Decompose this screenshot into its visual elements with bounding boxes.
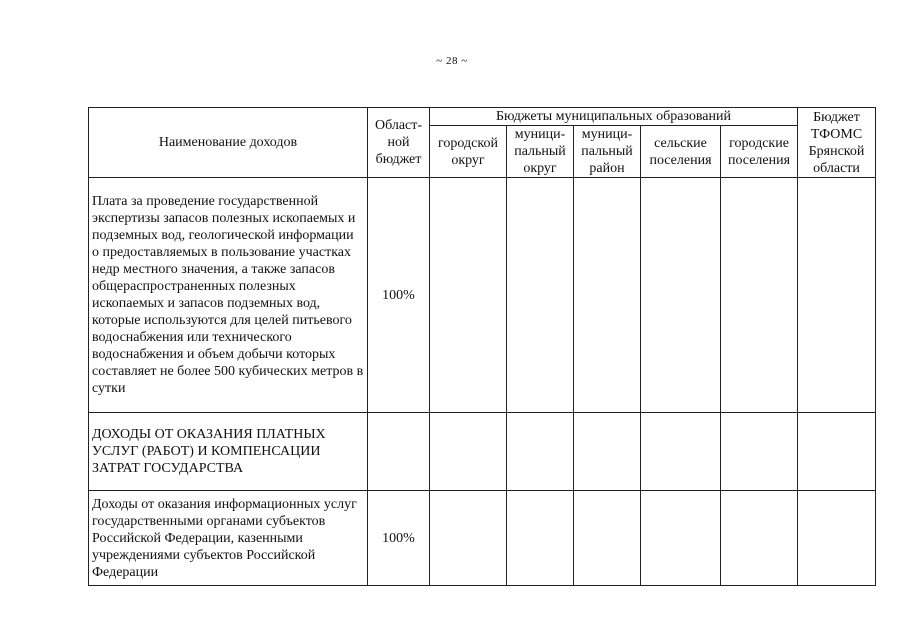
empty-cell bbox=[574, 413, 641, 491]
empty-cell bbox=[507, 413, 574, 491]
header-municipal-budgets: Бюджеты муниципальных образований bbox=[430, 108, 798, 126]
regional-share-cell bbox=[368, 413, 430, 491]
empty-cell bbox=[430, 413, 507, 491]
revenue-distribution-table bbox=[88, 107, 876, 586]
header-tfoms-budget: Бюджет ТФОМС Брянской области bbox=[798, 108, 876, 178]
empty-cell bbox=[507, 491, 574, 586]
regional-share-cell: 100% bbox=[368, 178, 430, 413]
table-row-section bbox=[89, 413, 876, 491]
section-heading-cell: ДОХОДЫ ОТ ОКАЗАНИЯ ПЛАТНЫХ УСЛУГ (РАБОТ) И КОМПЕНСАЦИИ ЗАТРАТ ГОСУДАРСТВА bbox=[89, 413, 368, 491]
page-number: ~ 28 ~ bbox=[436, 55, 468, 67]
income-name-cell: Плата за проведение государственной экспертизы запасов полезных ископаемых и подземных вод, геологической информации о предоставляемых в пользование участках недр местного значения, а также запасов общераспространенных полезных ископаемых и запасов подземных вод, которые используются для целей питьевого водоснабжения или технического водоснабжения и объем добычи которых составляет не более 500 кубических метров в сутки bbox=[89, 178, 368, 413]
empty-cell bbox=[430, 178, 507, 413]
empty-cell bbox=[430, 491, 507, 586]
empty-cell bbox=[574, 491, 641, 586]
header-row-top bbox=[89, 108, 876, 126]
empty-cell bbox=[798, 413, 876, 491]
table-row bbox=[89, 178, 876, 413]
empty-cell bbox=[721, 491, 798, 586]
empty-cell bbox=[798, 178, 876, 413]
empty-cell bbox=[721, 178, 798, 413]
header-income-name: Наименование доходов bbox=[89, 108, 368, 178]
empty-cell bbox=[641, 491, 721, 586]
empty-cell bbox=[641, 178, 721, 413]
header-regional-budget: Област-ной бюджет bbox=[368, 108, 430, 178]
header-municipal-rayon: муници-пальный район bbox=[574, 126, 641, 178]
empty-cell bbox=[507, 178, 574, 413]
empty-cell bbox=[798, 491, 876, 586]
header-urban-settlements: городские поселения bbox=[721, 126, 798, 178]
header-rural-settlements: сельские поселения bbox=[641, 126, 721, 178]
header-urban-district: городской округ bbox=[430, 126, 507, 178]
income-name-cell: Доходы от оказания информационных услуг государственными органами субъектов Российской Федерации, казенными учреждениями субъектов Российской Федерации bbox=[89, 491, 368, 586]
empty-cell bbox=[574, 178, 641, 413]
header-municipal-okrug: муници-пальный округ bbox=[507, 126, 574, 178]
table-row bbox=[89, 491, 876, 586]
empty-cell bbox=[721, 413, 798, 491]
empty-cell bbox=[641, 413, 721, 491]
regional-share-cell: 100% bbox=[368, 491, 430, 586]
